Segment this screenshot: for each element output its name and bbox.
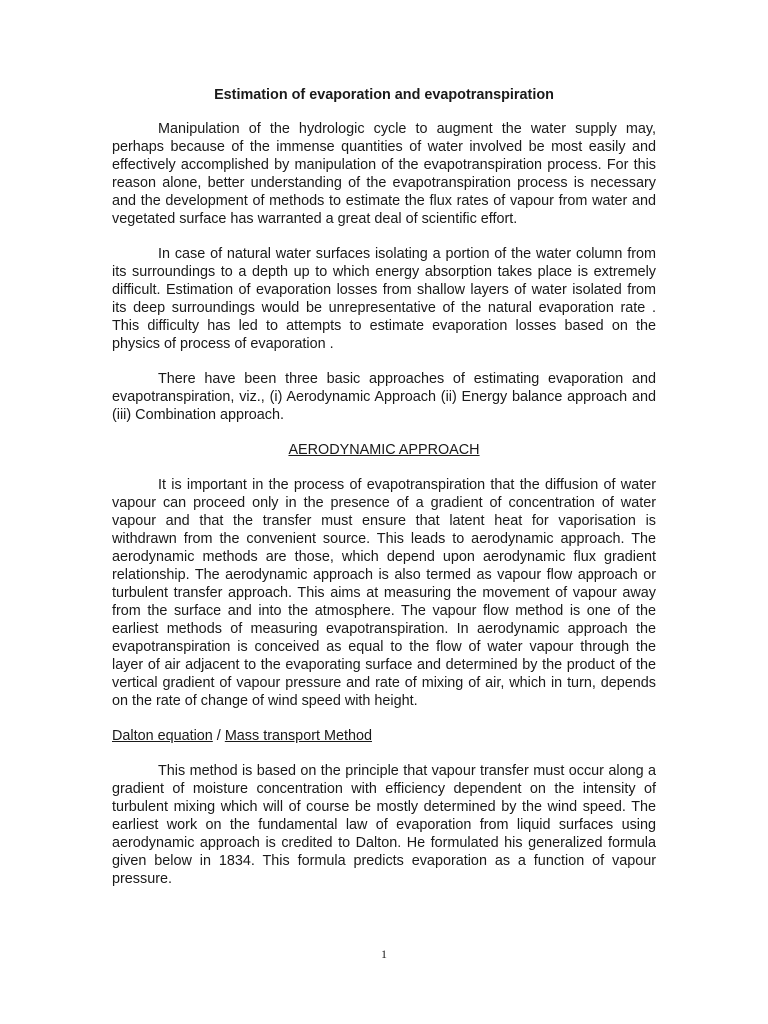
paragraph-dalton: This method is based on the principle that vapour transfer must occur along a gradient of moisture concentration with efficiency dependent on the intensity of turbulent mixing which will of course be mostly determined by the wind speed. The earliest work on the fundamental law of evaporation from liquid surfaces using aerodynamic approach is credited to Dalton. He formulated his generalized formula given below in 1834. This formula predicts evaporation as a function of vapour pressure. [112,763,656,887]
page-number: 1 [381,947,387,961]
subheading-separator: / [212,728,225,744]
subheading-mass-transport: Mass transport Method [224,728,372,744]
paragraph-approaches: There have been three basic approaches of estimating evaporation and evapotranspiration, viz., (i) Aerodynamic Approach (ii) Energy balance approach and (iii) Combination approach. [112,371,656,423]
section-heading-text: AERODYNAMIC APPROACH [288,442,480,458]
paragraph-natural-surfaces: In case of natural water surfaces isolating a portion of the water column from its surroundings to a depth up to which energy absorption takes place is extremely difficult. Estimation of evaporation losses from shallow layers of water isolated from its deep surroundings would be unrepresentative of the natural evaporation rate . This difficulty has led to attempts to estimate evaporation losses based on the physics of process of evaporation . [112,246,656,352]
subheading-dalton: Dalton equation [112,728,213,744]
document-title: Estimation of evaporation and evapotranspiration [214,87,554,103]
document-page [112,86,656,905]
paragraph-intro: Manipulation of the hydrologic cycle to augment the water supply may, perhaps because of the immense quantities of water involved be most easily and effectively accomplished by manipulation of the evapotranspiration process. For this reason alone, better understanding of the evapotranspiration process is necessary and the development of methods to estimate the flux rates of vapour from water and vegetated surface has warranted a great deal of scientific effort. [112,121,656,227]
subsection-heading [112,727,656,745]
section-heading [112,441,656,459]
paragraph-aerodynamic: It is important in the process of evapotranspiration that the diffusion of water vapour can proceed only in the presence of a gradient of concentration of water vapour and that the transfer must ensure that latent heat for vaporisation is withdrawn from the convenient source. This leads to aerodynamic approach. The aerodynamic methods are those, which depend upon aerodynamic flux gradient relationship. The aerodynamic approach is also termed as vapour flow approach or turbulent transfer approach. This aims at measuring the movement of vapour away from the surface and into the atmosphere. The vapour flow method is one of the earliest methods of measuring evapotranspiration. In aerodynamic approach the evapotranspiration is conceived as equal to the flow of water vapour through the layer of air adjacent to the evaporating surface and determined by the product of the vertical gradient of vapour pressure and rate of mixing of air, which in turn, depends on the rate of change of wind speed with height. [112,477,656,709]
